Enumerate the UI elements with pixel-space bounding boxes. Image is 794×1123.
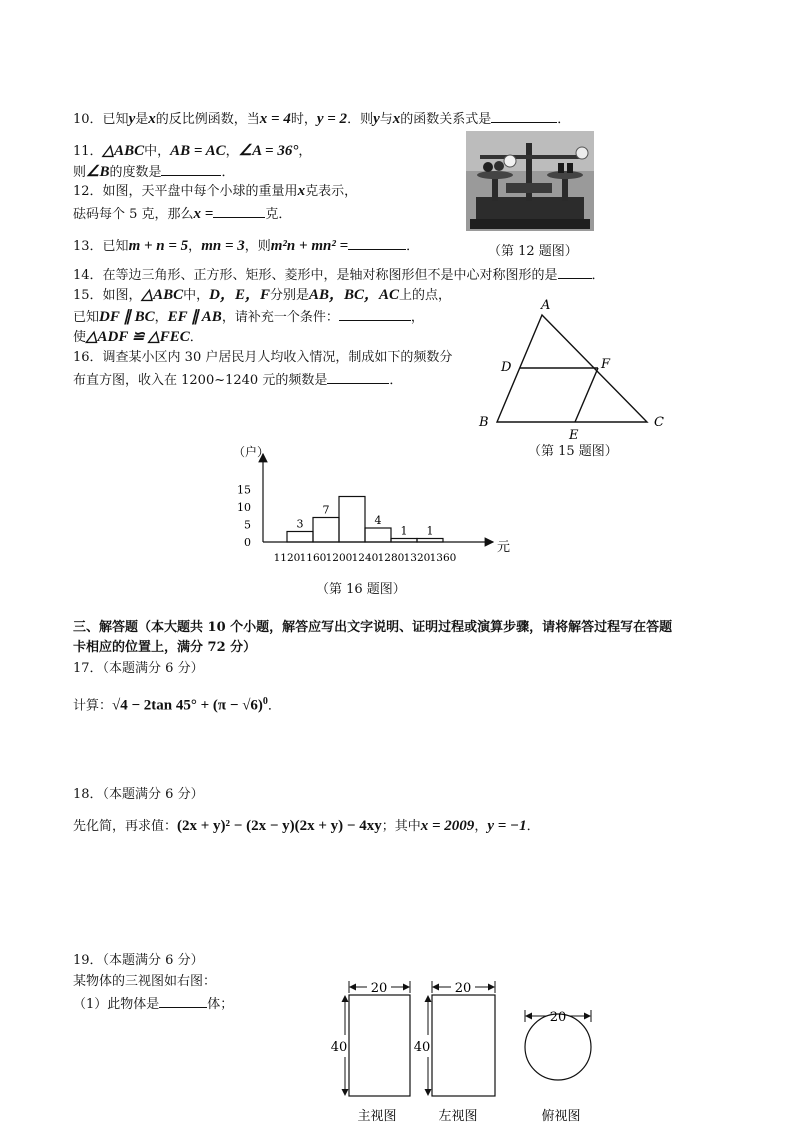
q19-text: （1）此物体是	[73, 997, 160, 1012]
q17-expression: √4 − 2tan 45° + (π − √6)	[112, 697, 263, 714]
label-b: B	[479, 415, 489, 430]
question-15-line3	[73, 329, 203, 346]
q13-text: ．	[406, 239, 420, 254]
q15-text: ，	[154, 310, 168, 325]
histogram-bar	[287, 532, 313, 543]
x-tick-label: 1160	[299, 552, 327, 564]
q15-text: 上的点，	[399, 288, 452, 303]
question-14	[73, 266, 605, 284]
bar-data-label: 4	[374, 514, 382, 527]
q19-text: 体；	[207, 997, 234, 1012]
var-x: x	[392, 111, 401, 127]
histogram-bar	[339, 497, 365, 543]
question-19-line1: 某物体的三视图如右图：	[73, 974, 217, 989]
q18-text: 先化简，再求值：	[73, 819, 178, 834]
x-axis-label: 元	[497, 540, 511, 555]
q10-number: 10．	[73, 112, 103, 127]
q14-text: 14．在等边三角形、正方形、矩形、菱形中，是轴对称图形但不是中心对称图形的是	[73, 268, 558, 283]
q15-text: ，请补充一个条件：	[221, 310, 339, 325]
figure-16-caption: （第 16 题图）	[316, 582, 406, 597]
question-19-head: 19．（本题满分 6 分）	[73, 953, 204, 968]
q17-text: ．	[267, 698, 281, 714]
var-x: x	[148, 111, 156, 127]
front-view	[331, 981, 410, 1096]
q11-text: ，	[298, 144, 312, 159]
question-16: 16．调查某小区内 30 户居民月人均收入情况，制成如下的频数分	[73, 350, 453, 365]
q13-text: 已知	[102, 239, 129, 254]
var-x: x	[297, 183, 306, 199]
label-e: E	[569, 428, 579, 443]
question-10	[73, 110, 570, 128]
q13-text: ，则	[244, 239, 271, 254]
q13-text: ，	[188, 239, 202, 254]
figure-12-caption: （第 12 题图）	[488, 244, 578, 259]
answer-blank[interactable]	[161, 163, 221, 176]
q13-eq1: m + n = 5	[128, 238, 189, 254]
question-12	[73, 183, 357, 200]
points-def: D，E，F	[209, 287, 270, 303]
question-15	[73, 287, 451, 304]
front-width-label: 20	[370, 981, 388, 996]
q13-eq3: m²n + mn² =	[270, 238, 349, 254]
q18-y-value: y = −1	[487, 818, 527, 834]
question-18-head: 18．（本题满分 6 分）	[73, 787, 204, 802]
q13-number: 13．	[73, 239, 103, 254]
y-axis-label: （户）	[233, 445, 270, 459]
label-c: C	[654, 415, 664, 430]
q10-eq2: y = 2	[316, 111, 348, 127]
left-height-label: 40	[413, 1040, 431, 1055]
q18-expression: (2x + y)² − (2x − y)(2x + y) − 4xy	[177, 818, 382, 834]
q11-text: 中，	[144, 144, 171, 159]
x-tick-label: 1240	[351, 552, 379, 564]
histogram-bar	[391, 539, 417, 543]
bar-data-label: 1	[400, 524, 408, 538]
q11-text: ，	[225, 144, 239, 159]
section-3-heading-line2: 卡相应的位置上，满分 72 分）	[73, 640, 257, 655]
x-tick-label: 1200	[325, 552, 353, 564]
left-width-label: 20	[454, 981, 472, 996]
q10-text: ．	[557, 112, 571, 127]
x-tick-label: 1280	[377, 552, 405, 564]
balance-scale-image	[466, 131, 594, 231]
label-a: A	[541, 298, 551, 313]
triangle-figure	[470, 290, 690, 450]
label-d: D	[501, 360, 512, 375]
bar-data-label: 7	[322, 503, 330, 517]
q12-text: 如图，天平盘中每个小球的重量用	[102, 184, 298, 199]
question-16-line2	[73, 371, 402, 389]
y-tick-label: 10	[237, 501, 251, 514]
q12-text: 克表示，	[305, 184, 358, 199]
top-view-caption: 俯视图	[541, 1109, 581, 1123]
q10-text: 时，	[290, 112, 317, 127]
q11-text: ．	[221, 165, 235, 180]
left-view-caption: 左视图	[438, 1109, 478, 1123]
q10-text: 的反比例函数，当	[155, 112, 260, 127]
q10-text: 与	[379, 112, 393, 127]
answer-blank[interactable]	[159, 995, 207, 1008]
q11-text: 的度数是	[109, 165, 162, 180]
question-11	[73, 143, 311, 160]
question-17	[73, 694, 281, 714]
sides: AB，BC，AC	[308, 287, 400, 303]
y-tick-label: 15	[237, 483, 251, 497]
q10-eq1: x = 4	[259, 111, 291, 127]
q15-text: 15．如图，	[73, 288, 142, 303]
q16-text: 布直方图，收入在 1200~1240 元的频数是	[73, 373, 328, 388]
q11-eq1: AB = AC	[170, 143, 226, 159]
q15-text: 使	[73, 330, 87, 345]
histogram-bar	[365, 528, 391, 542]
q15-text: ．	[189, 330, 203, 345]
front-height-label: 40	[330, 1040, 348, 1055]
q17-exponent: 0	[262, 696, 268, 707]
three-views-figure	[325, 975, 605, 1123]
y-tick-label: 5	[244, 518, 251, 532]
bar-data-label: 3	[296, 517, 304, 531]
question-17-head: 17．（本题满分 6 分）	[73, 661, 204, 676]
answer-blank[interactable]	[213, 205, 265, 218]
q17-text: 计算：	[73, 698, 113, 714]
answer-blank[interactable]	[327, 371, 389, 384]
q18-x-value: x = 2009	[420, 818, 475, 834]
question-18	[73, 818, 540, 835]
q12-text: 克．	[265, 207, 292, 222]
q13-eq2: mn = 3	[201, 238, 245, 254]
histogram-bar	[417, 539, 443, 543]
question-19-line2	[73, 995, 233, 1013]
q10-text: 是	[135, 112, 149, 127]
y-tick-label: 0	[244, 536, 251, 549]
q14-text: ．	[591, 268, 605, 283]
q12-text: 砝码每个 5 克，那么	[73, 207, 194, 222]
figure-15-caption: （第 15 题图）	[528, 444, 618, 459]
question-11-line2	[73, 163, 235, 181]
angle-b: ∠B	[86, 164, 110, 180]
congruence: △ADF ≌ △FEC	[86, 329, 190, 345]
question-13	[73, 237, 419, 255]
x-tick-label: 1320	[403, 552, 431, 564]
q11-number: 11．	[73, 144, 103, 159]
top-width-label: 20	[549, 1010, 567, 1025]
question-12-line2	[73, 205, 291, 223]
answer-blank[interactable]	[558, 266, 592, 279]
q18-text: ；其中	[381, 819, 421, 834]
q10-text: ．则	[347, 112, 374, 127]
q12-eq: x =	[193, 206, 214, 222]
parallel-ef-ab: EF ∥ AB	[167, 309, 222, 325]
q12-number: 12．	[73, 184, 103, 199]
q18-text: ，	[474, 819, 488, 834]
q15-text: ，	[410, 310, 424, 325]
top-view	[525, 1010, 591, 1080]
left-view	[414, 981, 495, 1096]
parallel-df-bc: DF ∥ BC	[99, 309, 155, 325]
x-tick-label: 1120	[273, 552, 301, 564]
q16-text: ．	[389, 373, 403, 388]
q18-text: ．	[526, 819, 540, 834]
label-f: F	[601, 357, 611, 372]
var-y: y	[128, 111, 136, 127]
triangle-abc: △ABC	[141, 287, 184, 303]
q15-text: 分别是	[269, 288, 309, 303]
q10-text: 的函数关系式是	[400, 112, 492, 127]
histogram-bar	[313, 518, 339, 543]
section-3-heading: 三、解答题（本大题共 10 个小题，解答应写出文字说明、证明过程或演算步骤，请将解答过程写在答题	[73, 620, 673, 635]
x-tick-label: 1360	[429, 552, 457, 564]
segment-fe	[575, 368, 598, 422]
front-view-caption: 主视图	[357, 1109, 397, 1123]
var-y: y	[373, 111, 380, 127]
answer-blank[interactable]	[339, 308, 411, 321]
answer-blank[interactable]	[348, 237, 406, 250]
answer-blank[interactable]	[491, 110, 557, 123]
q10-text: 已知	[102, 112, 129, 127]
q15-text: 中，	[183, 288, 210, 303]
q15-text: 已知	[73, 310, 100, 325]
histogram-chart	[225, 440, 525, 575]
q11-eq2: ∠A = 36°	[238, 143, 299, 159]
bar-data-label: 1	[426, 524, 434, 538]
question-15-line2	[73, 308, 424, 326]
triangle-abc: △ABC	[102, 143, 145, 159]
q11-text: 则	[73, 165, 87, 180]
